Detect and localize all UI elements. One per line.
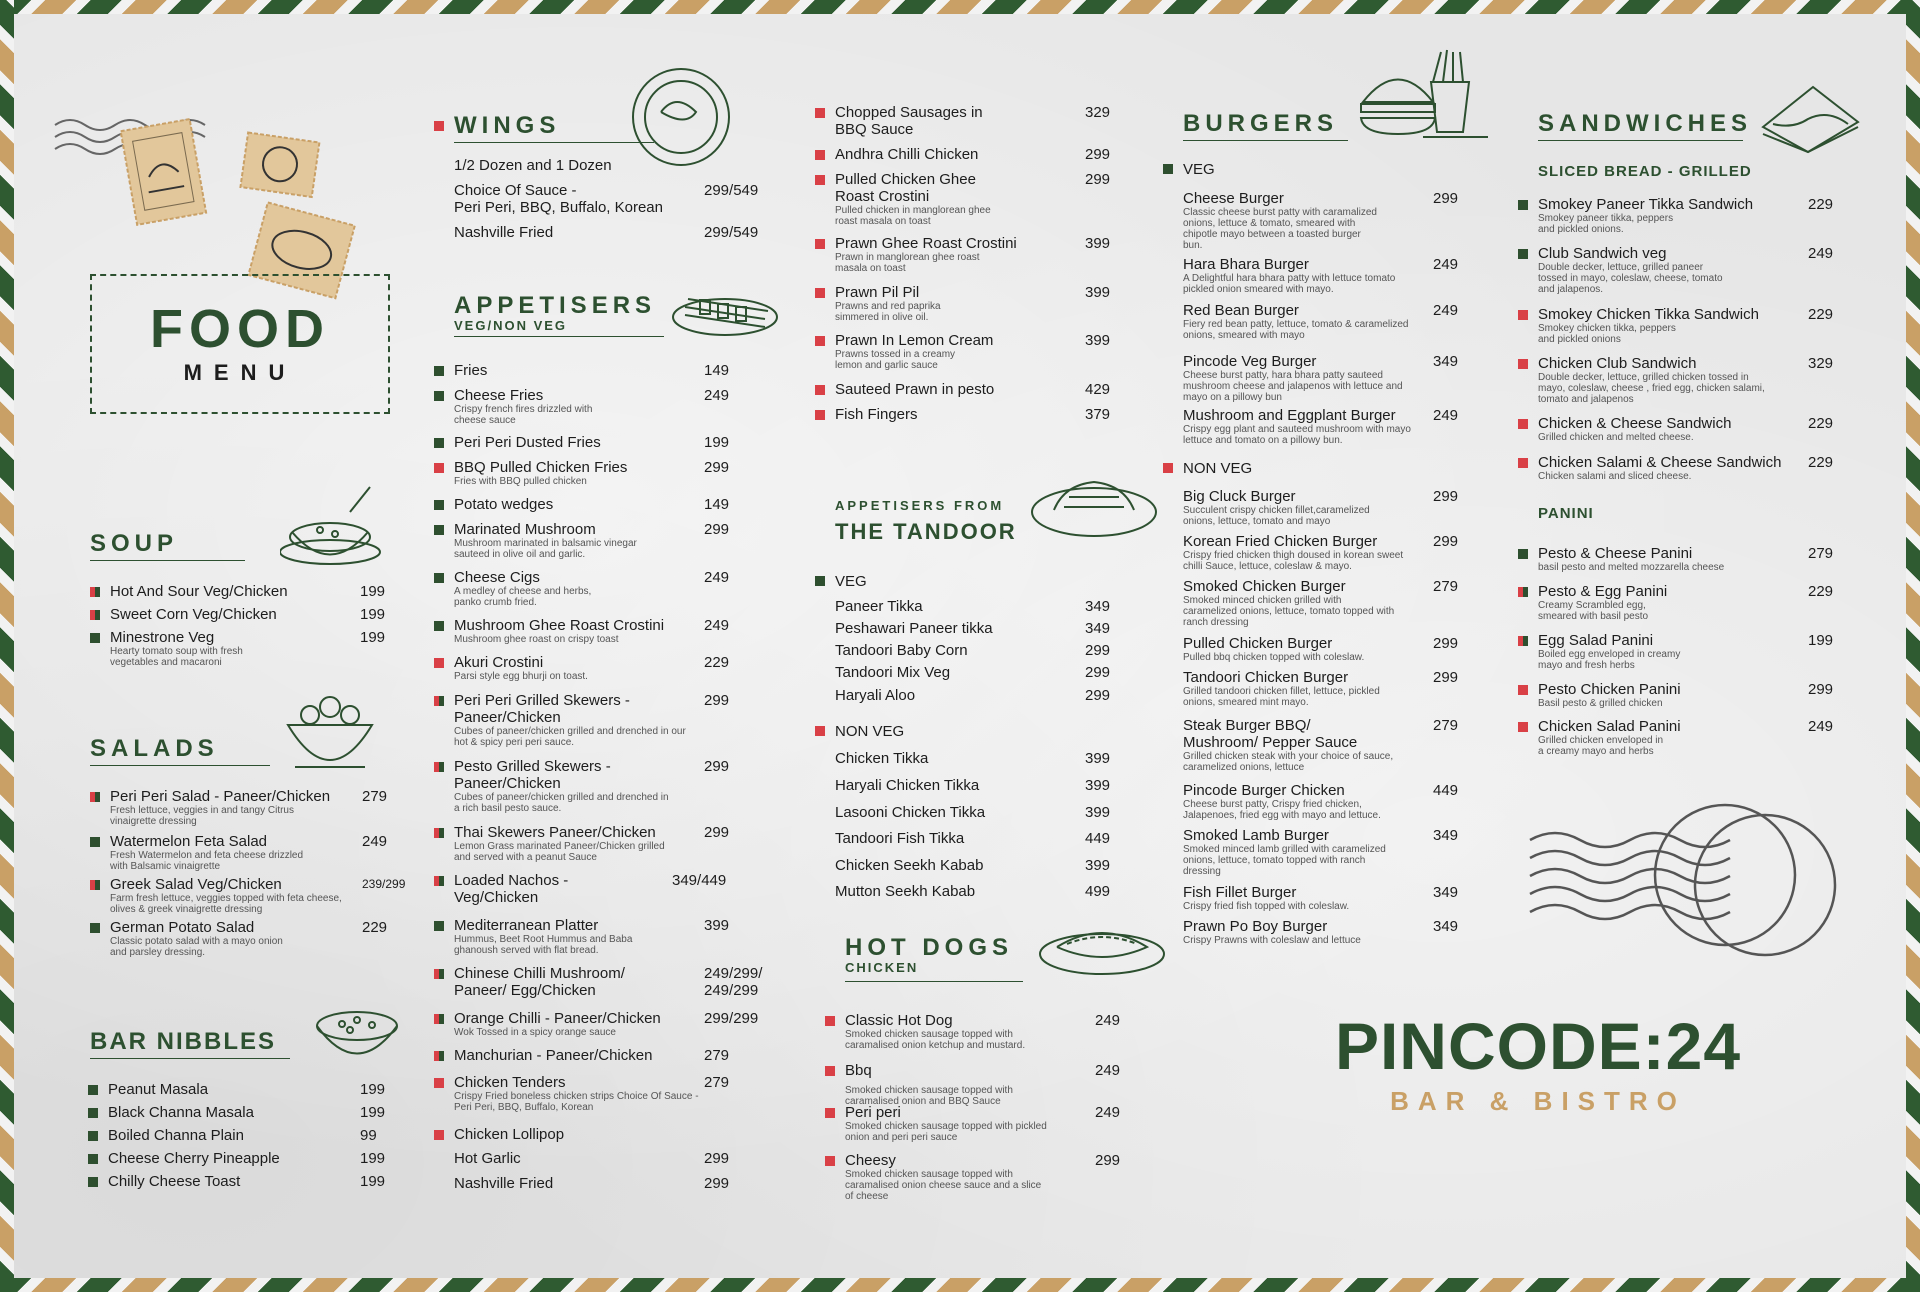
list-item: Red Bean Burger 249 Fiery red bean patty, lettuce, tomato & caramelized onions, smeared with mayo [1183, 302, 1459, 341]
list-item: Egg Salad Panini 199 Boiled egg enveloped in creamy mayo and fresh herbs [1518, 632, 1798, 671]
list-item: Pincode Burger Chicken 449 Cheese burst patty, Crispy fried chicken, Jalapenoes, fried egg with mayo and lettuce. [1183, 782, 1459, 821]
airmail-border-bottom [0, 1278, 1920, 1292]
hotdogs-section [825, 934, 1155, 1212]
burgers-nonveg-list [1163, 460, 1483, 946]
list-item: Minestrone Veg 199 Hearty tomato soup with fresh vegetables and macaroni [90, 629, 390, 668]
menu-heading: MENU [183, 360, 297, 385]
soup-title: SOUP [90, 530, 245, 561]
list-item: Pincode Veg Burger 349 Cheese burst patty, hara bhara patty sauteed mushroom cheese and jalapenos with lettuce and mayo on a pillowy bun [1183, 353, 1459, 403]
list-item: Mutton Seekh Kabab 499 [835, 883, 1111, 900]
list-item: Hara Bhara Burger 249 A Delightful hara bhara patty with lettuce tomato pickled onion smeared with mayo. [1183, 256, 1459, 295]
list-item: Black Channa Masala 199 [88, 1104, 398, 1121]
appetisers-title: APPETISERS [454, 292, 657, 319]
salad-bowl-icon [280, 685, 380, 775]
list-item: Paneer Tikka 349 [835, 598, 1111, 615]
list-item: Greek Salad Veg/Chicken 239/299 Farm fresh lettuce, veggies topped with feta cheese, olives & greek vinaigrette dressing [90, 876, 400, 915]
list-item: Smokey Paneer Tikka Sandwich 229 Smokey paneer tikka, peppers and pickled onions. [1518, 196, 1798, 235]
list-item: Chicken Salad Panini 249 Grilled chicken enveloped in a creamy mayo and herbs [1518, 718, 1798, 757]
list-item: Mediterranean Platter 399 Hummus, Beet Root Hummus and Baba ghanoush served with flat bread. [434, 917, 714, 956]
soup-section [90, 530, 390, 668]
list-item: Boiled Channa Plain 99 [88, 1127, 398, 1144]
list-item: Hot Garlic 299 [454, 1150, 730, 1167]
appetisers-subtitle: VEG/NON VEG [454, 318, 664, 337]
list-item: Haryali Chicken Tikka 399 [835, 777, 1111, 794]
bar-nibbles-title: BAR NIBBLES [90, 1028, 290, 1059]
list-item: Manchurian - Paneer/Chicken 279 [434, 1047, 714, 1064]
list-item: German Potato Salad 229 Classic potato salad with a mayo onion and parsley dressing. [90, 919, 400, 958]
list-item: Smokey Chicken Tikka Sandwich 229 Smokey chicken tikka, peppers and pickled onions [1518, 306, 1798, 345]
list-item: Haryali Aloo 299 [835, 687, 1111, 704]
burgers-veg-label: VEG [1163, 161, 1483, 178]
list-item: Prawn Pil Pil 399 Prawns and red paprika simmered in olive oil. [815, 284, 1095, 323]
list-item: Chicken Salami & Cheese Sandwich 229 Chicken salami and sliced cheese. [1518, 454, 1808, 482]
list-item: Orange Chilli - Paneer/Chicken 299/299 Wok Tossed in a spicy orange sauce [434, 1010, 714, 1038]
list-item: Chicken Tenders 279 Crispy Fried boneless chicken strips Choice Of Sauce - Peri Peri, BBQ, Buffalo, Korean [434, 1074, 714, 1113]
list-item: Classic Hot Dog 249 Smoked chicken sausage topped with caramalised onion ketchup and mustard. [825, 1012, 1105, 1051]
list-item: Steak Burger BBQ/ Mushroom/ Pepper Sauce 279 Grilled chicken steak with your choice of sauce, caramelized onions, lettuce [1183, 717, 1459, 773]
wings-title: WINGS [454, 112, 654, 143]
tandoor-section [815, 498, 1135, 910]
list-item: Pesto & Cheese Panini 279 basil pesto and melted mozzarella cheese [1518, 545, 1798, 573]
wings-intro: 1/2 Dozen and 1 Dozen [454, 157, 612, 174]
list-item: Loaded Nachos - Veg/Chicken 349/449 [434, 872, 604, 906]
list-item: Tandoori Chicken Burger 299 Grilled tandoori chicken fillet, lettuce, pickled onions, smeared mint mayo. [1183, 669, 1459, 708]
brand-logo [1278, 1010, 1798, 1117]
panini-section [1518, 505, 1848, 757]
list-item: Fries 149 [434, 362, 714, 379]
bar-nibbles-section [90, 1028, 400, 1190]
list-item: Pulled Chicken Burger 299 Pulled bbq chicken topped with coleslaw. [1183, 635, 1459, 663]
list-item: Nashville Fried 299 [454, 1175, 730, 1192]
list-item: Pesto Chicken Panini 299 Basil pesto & grilled chicken [1518, 681, 1798, 709]
panini-title: PANINI [1538, 505, 1594, 522]
tandoor-plate-icon [1029, 472, 1159, 542]
list-item: Tandoori Fish Tikka 449 [835, 830, 1111, 847]
list-item: Chinese Chilli Mushroom/ Paneer/ Egg/Chicken 249/299/ 249/299 [434, 965, 654, 999]
list-item: Cheese Cherry Pineapple 199 [88, 1150, 398, 1167]
sandwiches-subtitle: SLICED BREAD - GRILLED [1538, 163, 1752, 180]
list-item: Mushroom Ghee Roast Crostini 249 Mushroom ghee roast on crispy toast [434, 617, 714, 645]
list-item: Mushroom and Eggplant Burger 249 Crispy egg plant and sauteed mushroom with mayo lettuce and tomato on a pillowy bun. [1183, 407, 1459, 446]
list-item: Peri Peri Salad - Paneer/Chicken 279 Fresh lettuce, veggies in and tangy Citrus vinaigrette dressing [90, 788, 400, 827]
list-item: Andhra Chilli Chicken 299 [815, 146, 1095, 163]
airmail-border-top [0, 0, 1920, 14]
list-item: Smoked Chicken Burger 279 Smoked minced chicken grilled with caramelized onions, lettuce, tomato topped with ranch dressing [1183, 578, 1459, 628]
list-item: Chicken & Cheese Sandwich 229 Grilled chicken and melted cheese. [1518, 415, 1798, 443]
list-item: Big Cluck Burger 299 Succulent crispy chicken fillet,caramelized onions, lettuce, tomato and mayo [1183, 488, 1459, 527]
list-item: Cheesy 299 Smoked chicken sausage topped with caramalised onion cheese sauce and a slice of cheese [825, 1152, 1105, 1202]
list-item: Korean Fried Chicken Burger 299 Crispy fried chicken thigh doused in korean sweet chilli Sauce, lettuce, coleslaw & mayo. [1183, 533, 1459, 572]
burgers-section [1163, 110, 1483, 178]
list-item: Smoked Lamb Burger 349 Smoked minced lamb grilled with caramelized onions, lettuce, tomato topped with ranch dressing [1183, 827, 1459, 877]
list-item: Prawn Po Boy Burger 349 Crispy Prawns with coleslaw and lettuce [1183, 918, 1459, 946]
airmail-border-left [0, 0, 14, 1292]
list-item: Club Sandwich veg 249 Double decker, lettuce, grilled paneer tossed in mayo, coleslaw, cheese, tomato and jalapenos. [1518, 245, 1798, 295]
list-item: Pesto & Egg Panini 229 Creamy Scrambled egg, smeared with basil pesto [1518, 583, 1798, 622]
tandoor-title-2: THE TANDOOR [835, 519, 1017, 544]
list-item: Peri Peri Dusted Fries 199 [434, 434, 714, 451]
list-item: Thai Skewers Paneer/Chicken 299 Lemon Grass marinated Paneer/Chicken grilled and served with a peanut Sauce [434, 824, 714, 863]
skewers-icon [670, 282, 780, 342]
list-item: Peri Peri Grilled Skewers - Paneer/Chicken 299 Cubes of paneer/chicken grilled and drenched in our hot & spicy peri peri sauce. [434, 692, 699, 748]
list-item: Chopped Sausages in BBQ Sauce 329 [815, 104, 985, 138]
soup-bowl-icon [280, 482, 390, 572]
list-item: Watermelon Feta Salad 249 Fresh Watermelon and feta cheese drizzled with Balsamic vinaigrette [90, 833, 400, 872]
salads-title: SALADS [90, 735, 270, 766]
appetisers-section [434, 292, 794, 361]
wings-plate-icon [626, 67, 736, 167]
list-item: Fish Fingers 379 [815, 406, 1095, 423]
list-item: Sauteed Prawn in pesto 429 [815, 381, 1095, 398]
sandwiches-section [1518, 110, 1848, 180]
list-item: Prawn In Lemon Cream 399 Prawns tossed in a creamy lemon and garlic sauce [815, 332, 1095, 371]
list-item: Cheese Cigs 249 A medley of cheese and herbs, panko crumb fried. [434, 569, 714, 608]
brand-tagline: BAR & BISTRO [1390, 1086, 1686, 1116]
list-item: Prawn Ghee Roast Crostini 399 Prawn in manglorean ghee roast masala on toast [815, 235, 1095, 274]
list-item: BBQ Pulled Chicken Fries 299 Fries with BBQ pulled chicken [434, 459, 714, 487]
list-item: Hot And Sour Veg/Chicken 199 [90, 583, 390, 600]
hotdogs-subtitle: CHICKEN [845, 960, 1023, 982]
tandoor-nonveg-label: NON VEG [815, 723, 1135, 740]
salads-section [90, 735, 406, 958]
hotdogs-title: HOT DOGS [845, 934, 1014, 961]
list-item: Chicken Seekh Kabab 399 [835, 857, 1111, 874]
hotdog-icon [1037, 912, 1167, 982]
list-item: Chicken Lollipop [434, 1126, 714, 1143]
list-item: Bbq 249 Smoked chicken sausage topped with caramalised onion and BBQ Sauce [825, 1062, 1105, 1107]
nibbles-bowl-icon [312, 998, 402, 1068]
burgers-title: BURGERS [1183, 110, 1348, 141]
list-item: Peri peri 249 Smoked chicken sausage topped with pickled onion and peri peri sauce [825, 1104, 1105, 1143]
food-heading: FOOD [150, 299, 330, 359]
burger-fries-icon [1353, 42, 1488, 152]
list-item: Cheese Burger 299 Classic cheese burst patty with caramalized onions, lettuce & tomato, smeared with chipotle mayo between a toasted burger bun. [1183, 190, 1459, 251]
airmail-border-right [1906, 0, 1920, 1292]
list-item: Chicken Club Sandwich 329 Double decker, lettuce, grilled chicken tossed in mayo, coleslaw, cheese , fried egg, chicken salami, tomato and jalapenos [1518, 355, 1798, 405]
list-item: Marinated Mushroom 299 Mushroom marinated in balsamic vinegar sauteed in olive oil and garlic. [434, 521, 714, 560]
list-item: Pulled Chicken Ghee Roast Crostini 299 Pulled chicken in manglorean ghee roast masala on toast [815, 171, 1010, 227]
list-item: Tandoori Mix Veg 299 [835, 664, 1111, 681]
list-item: Lasooni Chicken Tikka 399 [835, 804, 1111, 821]
food-menu-box [90, 274, 390, 414]
tandoor-veg-label: VEG [815, 573, 1135, 590]
list-item: Tandoori Baby Corn 299 [835, 642, 1111, 659]
list-item: Peshawari Paneer tikka 349 [835, 620, 1111, 637]
sandwiches-title: SANDWICHES [1538, 110, 1743, 141]
list-item: Akuri Crostini 229 Parsi style egg bhurji on toast. [434, 654, 714, 682]
list-item: Nashville Fried 299/549 [454, 224, 759, 241]
list-item: Chilly Cheese Toast 199 [88, 1173, 398, 1190]
list-item: Peanut Masala 199 [88, 1081, 398, 1098]
list-item: Pesto Grilled Skewers - Paneer/Chicken 299 Cubes of paneer/chicken grilled and drenched in a rich basil pesto sauce. [434, 758, 669, 814]
list-item: Cheese Fries 249 Crispy french fires drizzled with cheese sauce [434, 387, 714, 426]
tandoor-title-1: APPETISERS FROM [835, 498, 1005, 513]
list-item: Choice Of Sauce - Peri Peri, BBQ, Buffalo, Korean 299/549 [454, 182, 759, 216]
brand-name: PINCODE:24 [1334, 1009, 1742, 1083]
list-item: Sweet Corn Veg/Chicken 199 [90, 606, 390, 623]
list-item: Fish Fillet Burger 349 Crispy fried fish topped with coleslaw. [1183, 884, 1459, 912]
sandwich-icon [1758, 82, 1863, 157]
burgers-nonveg-label: NON VEG [1163, 460, 1483, 477]
postmark-icon [1525, 800, 1845, 960]
wings-section [434, 112, 794, 241]
list-item: Potato wedges 149 [434, 496, 714, 513]
list-item: Chicken Tikka 399 [835, 750, 1111, 767]
